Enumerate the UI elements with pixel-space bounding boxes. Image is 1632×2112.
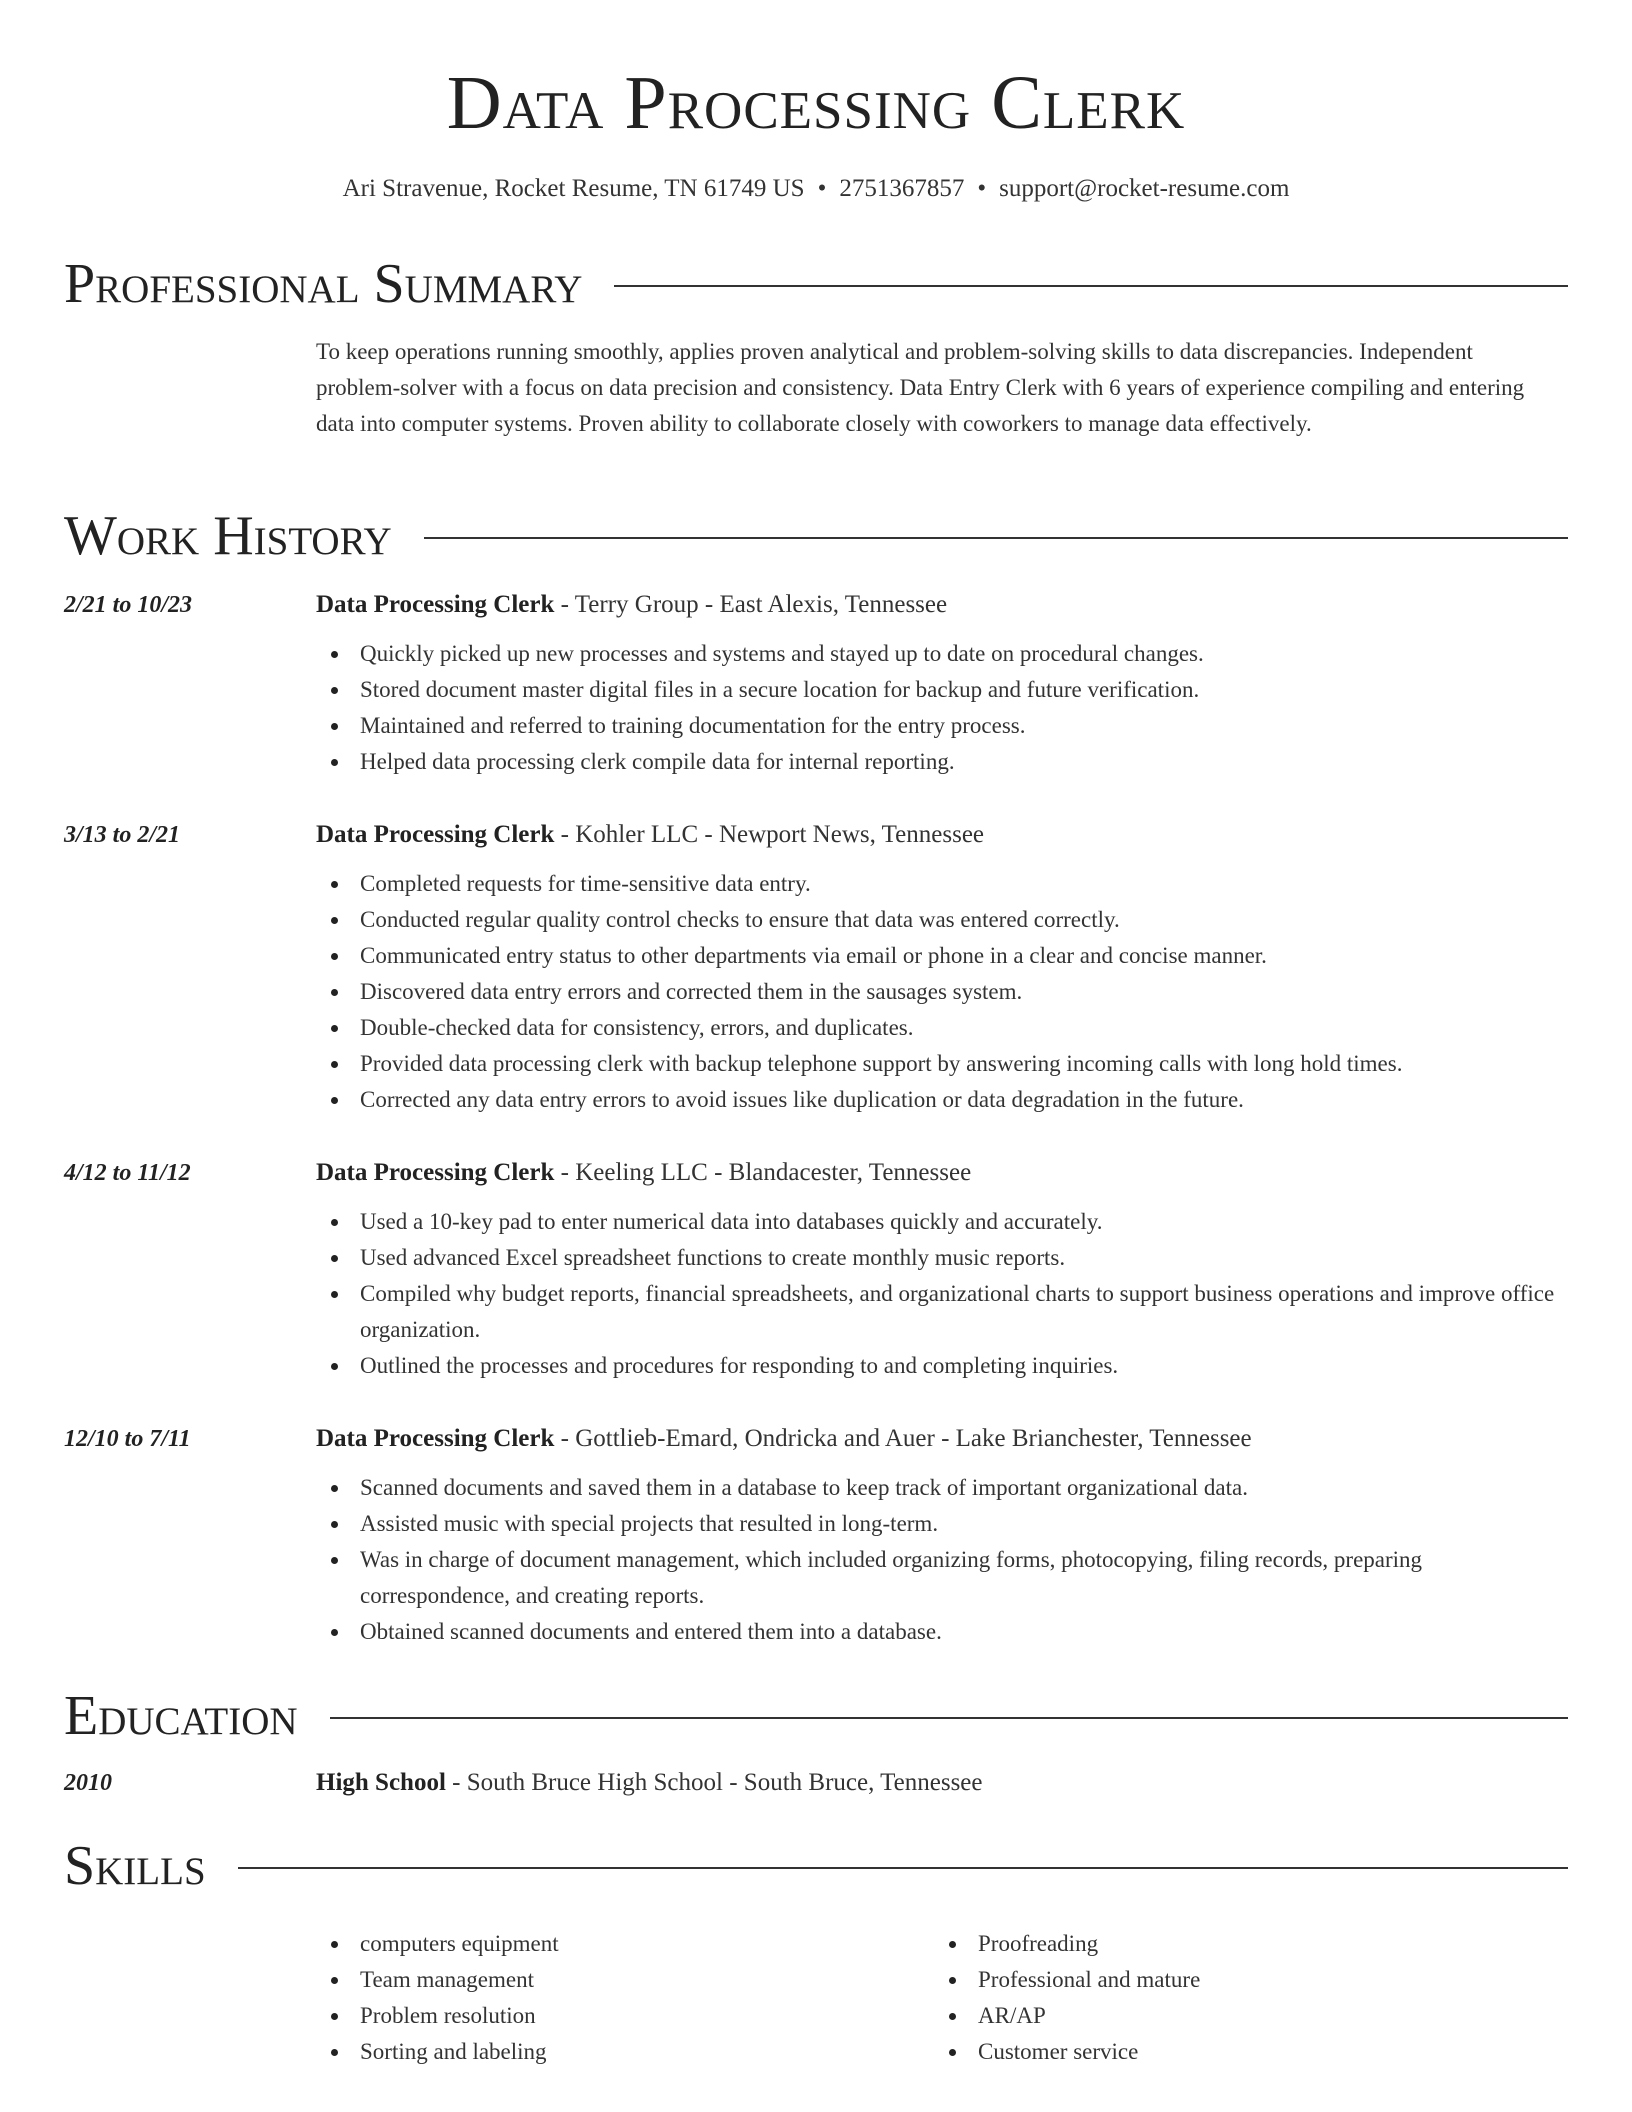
job-bullet: Provided data processing clerk with backup telephone support by answering incoming calls with long hold times. [316,1046,1568,1082]
job-bullet: Used advanced Excel spreadsheet functions to create monthly music reports. [316,1240,1568,1276]
summary-text: To keep operations running smoothly, applies proven analytical and problem-solving skills to data discrepancies. Independent problem-solver with a focus on data precision and consistency. Data Entry Clerk with 6 years of experience compiling and entering data into computer systems. Proven ability to collaborate closely with coworkers to manage data effectively. [316,339,1525,436]
section-divider [424,537,1568,539]
job-body [316,818,1568,1118]
job-bullets [316,1470,1568,1650]
skill-item: computers equipment [316,1926,934,1962]
job-heading [316,818,1568,852]
section-divider [614,285,1568,287]
job-bullets [316,866,1568,1118]
section-divider [330,1717,1568,1719]
job-bullet: Maintained and referred to training documentation for the entry process. [316,708,1568,744]
contact-email: support@rocket-resume.com [999,175,1290,202]
section-title: Work History [64,505,392,567]
job-bullet: Conducted regular quality control checks to ensure that data was entered correctly. [316,902,1568,938]
job-dates: 4/12 to 11/12 [64,1160,191,1186]
contact-separator: • [977,175,987,202]
job-bullet: Discovered data entry errors and corrected them in the sausages system. [316,974,1568,1010]
skill-item: Proofreading [934,1926,1552,1962]
section-title: Professional Summary [64,253,583,315]
education-details: - South Bruce High School - South Bruce, Tennessee [445,1769,983,1796]
skills-column-right [934,1926,1552,2070]
job-bullet: Outlined the processes and procedures for responding to and completing inquiries. [316,1348,1568,1384]
skill-item: AR/AP [934,1998,1552,2034]
skills-column-left [316,1926,934,2070]
job-bullet: Corrected any data entry errors to avoid issues like duplication or data degradation in the future. [316,1082,1568,1118]
candidate-title: Data Processing Clerk [446,61,1186,145]
education-year: 2010 [64,1770,112,1796]
summary-section-heading [64,252,1568,316]
job-body [316,1156,1568,1384]
job-bullets [316,636,1568,780]
job-bullet: Stored document master digital files in a secure location for backup and future verification. [316,672,1568,708]
job-dates: 2/21 to 10/23 [64,592,193,618]
skill-item: Sorting and labeling [316,2034,934,2070]
job-bullet: Double-checked data for consistency, errors, and duplicates. [316,1010,1568,1046]
section-title: Skills [64,1835,206,1897]
job-heading [316,1422,1568,1456]
job-bullet: Completed requests for time-sensitive data entry. [316,866,1568,902]
job-title: Data Processing Clerk [316,1425,555,1452]
job-bullet: Used a 10-key pad to enter numerical data into databases quickly and accurately. [316,1204,1568,1240]
job-bullet: Assisted music with special projects that resulted in long-term. [316,1506,1568,1542]
job-title: Data Processing Clerk [316,591,555,618]
skills-section-heading [64,1834,1568,1898]
job-details: - Keeling LLC - Blandacester, Tennessee [554,1159,972,1186]
education-section-heading [64,1684,1568,1748]
job-bullets [316,1204,1568,1384]
skill-item: Team management [316,1962,934,1998]
contact-phone: 2751367857 [839,175,965,202]
job-details: - Kohler LLC - Newport News, Tennessee [554,821,985,848]
skill-item: Problem resolution [316,1998,934,2034]
job-bullet: Was in charge of document management, which included organizing forms, photocopying, filing records, preparing correspondence, and creating reports. [316,1542,1568,1614]
job-bullet: Communicated entry status to other departments via email or phone in a clear and concise manner. [316,938,1568,974]
education-heading [316,1766,1568,1800]
job-dates: 12/10 to 7/11 [64,1426,191,1452]
section-divider [238,1867,1568,1869]
skill-item: Professional and mature [934,1962,1552,1998]
education-degree: High School [316,1769,446,1796]
job-body [316,588,1568,780]
education-body [316,1766,1568,1800]
resume-header [0,58,1632,204]
job-bullet: Quickly picked up new processes and systems and stayed up to date on procedural changes. [316,636,1568,672]
skills-list [316,1926,1568,2070]
section-title: Education [64,1685,298,1747]
job-heading [316,588,1568,622]
job-details: - Gottlieb-Emard, Ondricka and Auer - Lake Brianchester, Tennessee [554,1425,1252,1452]
job-bullet: Compiled why budget reports, financial spreadsheets, and organizational charts to support business operations and improve office organization. [316,1276,1568,1348]
job-bullet: Scanned documents and saved them in a database to keep track of important organizational data. [316,1470,1568,1506]
job-body [316,1422,1568,1650]
job-bullet: Helped data processing clerk compile data for internal reporting. [316,744,1568,780]
work-history-section-heading [64,504,1568,568]
job-details: - Terry Group - East Alexis, Tennessee [554,591,948,618]
contact-address: Ari Stravenue, Rocket Resume, TN 61749 US [342,175,805,202]
job-title: Data Processing Clerk [316,821,555,848]
job-heading [316,1156,1568,1190]
contact-separator: • [817,175,827,202]
contact-line [0,174,1632,204]
job-dates: 3/13 to 2/21 [64,822,181,848]
job-title: Data Processing Clerk [316,1159,555,1186]
job-bullet: Obtained scanned documents and entered them into a database. [316,1614,1568,1650]
skill-item: Customer service [934,2034,1552,2070]
